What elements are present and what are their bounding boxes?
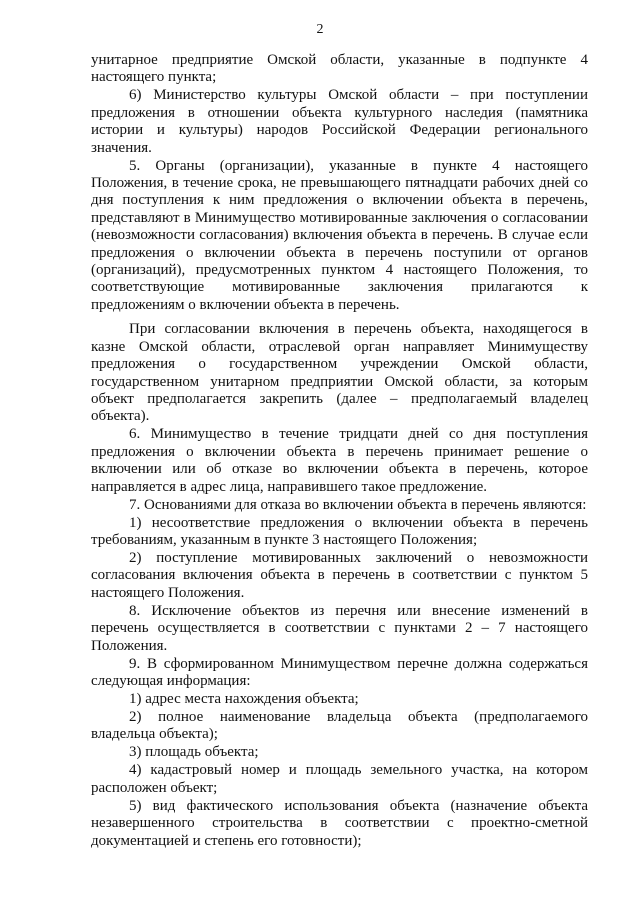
paragraph-point-9-item-4: 4) кадастровый номер и площадь земельного участка, на котором расположен объект; — [91, 762, 588, 796]
paragraph-point-6: 6. Минимущество в течение тридцати дней со дня поступления предложения о включении объекта в перечень принимает решение о включении или об отказе во включении объекта в перечень, которое направляется в адрес лица, направившего такое предложение. — [91, 426, 588, 495]
paragraph-point-5: 5. Органы (организации), указанные в пункте 4 настоящего Положения, в течение срока, не превышающего пятнадцати рабочих дней со дня поступления к ним предложения о включении объекта в перечень, представляют в Минимущество мотивированные заключения о согласовании (невозможности согласования) включения объекта в перечень. В случае если предложения о включении объекта в перечень поступили от органов (организаций), предусмотренных пунктом 4 настоящего Положения, то соответствующие мотивированные заключения прилагаются к предложениям о включении объекта в перечень. — [91, 157, 588, 313]
paragraph-point-9-item-2: 2) полное наименование владельца объекта (предполагаемого владельца объекта); — [91, 708, 588, 743]
page-number: 2 — [316, 22, 324, 37]
paragraph-point-7-item-2: 2) поступление мотивированных заключений о невозможности согласования включения объекта в перечень в соответствии с пунктом 5 настоящего Положения. — [91, 549, 588, 601]
paragraph-point-9-item-5: 5) вид фактического использования объекта (назначение объекта незавершенного строительства в соответствии с проектно-сметной документацией и степень его готовности); — [91, 797, 588, 849]
paragraph-point-9-item-3: 3) площадь объекта; — [129, 744, 259, 761]
paragraph-point-8: 8. Исключение объектов из перечня или внесение изменений в перечень осуществляется в соответствии с пунктами 2 – 7 настоящего Положения. — [91, 602, 588, 654]
paragraph-point-9-item-1: 1) адрес места нахождения объекта; — [129, 690, 359, 707]
paragraph-point-7: 7. Основаниями для отказа во включении объекта в перечень являются: — [129, 496, 587, 513]
paragraph-continuation: унитарное предприятие Омской области, указанные в подпункте 4 настоящего пункта; — [91, 52, 588, 86]
paragraph-point-7-item-1: 1) несоответствие предложения о включении объекта в перечень требованиям, указанным в пункте 3 настоящего Положения; — [91, 514, 588, 548]
paragraph-point-9: 9. В сформированном Минимуществом перечне должна содержаться следующая информация: — [91, 655, 588, 689]
paragraph-treasury-objects: При согласовании включения в перечень объекта, находящегося в казне Омской области, отраслевой орган направляет Минимуществу предложения о государственном учреждении Омской области, государственном унитарном предприятии Омской области, за которым объект предполагается закрепить (далее – предполагаемый владелец объекта). — [91, 321, 588, 425]
paragraph-item-6-ministry-culture: 6) Министерство культуры Омской области – при поступлении предложения в отношении объекта культурного наследия (памятника истории и культуры) народов Российской Федерации регионального значения. — [91, 87, 588, 156]
document-body — [91, 52, 588, 851]
